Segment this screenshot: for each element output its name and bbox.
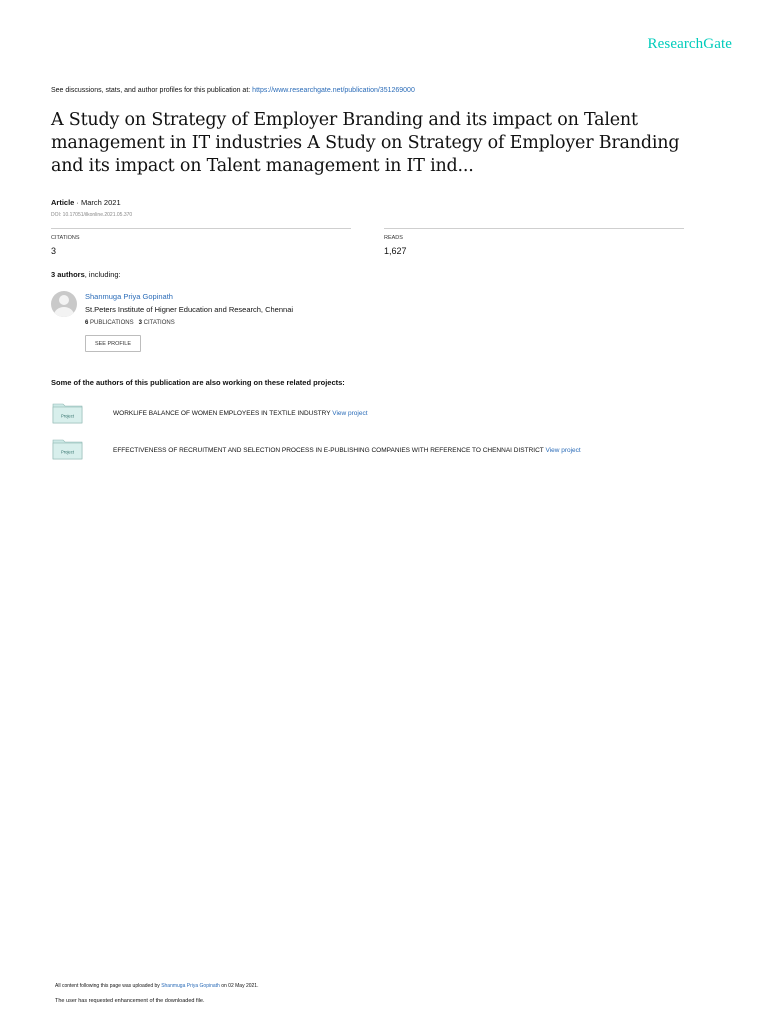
- project-title: WORKLIFE BALANCE OF WOMEN EMPLOYEES IN TEXTILE INDUSTRY: [113, 410, 333, 417]
- author-institution: St.Peters Institute of Higner Education and Research, Chennai: [85, 305, 294, 314]
- author-publications-count: 6: [85, 320, 89, 326]
- enhancement-note: The user has requested enhancement of the downloaded file.: [55, 998, 205, 1004]
- publication-title: A Study on Strategy of Employer Branding and its impact on Talent management in IT industries A Study on Strategy of Employer Branding and its impact on Talent management in IT ind...: [51, 110, 680, 176]
- related-projects-heading: Some of the authors of this publication are also working on these related projects:: [51, 378, 345, 387]
- researchgate-logo[interactable]: ResearchGate: [647, 36, 732, 52]
- upload-suffix: on 02 May 2021.: [219, 983, 259, 989]
- folder-icon: [52, 402, 83, 424]
- article-date: · March 2021: [74, 198, 121, 207]
- author-stats: [85, 320, 175, 326]
- article-type: Article: [51, 198, 75, 207]
- authors-count-suffix: , including:: [84, 270, 121, 279]
- project-item: [113, 410, 368, 417]
- discussion-line: [51, 87, 415, 94]
- citations-value: 3: [51, 246, 57, 256]
- project-title: EFFECTIVENESS OF RECRUITMENT AND SELECTION PROCESS IN E-PUBLISHING COMPANIES WITH REFERENCE TO CHENNAI DISTRICT: [113, 447, 546, 454]
- avatar-head-shape: [59, 295, 69, 305]
- publication-url-link[interactable]: https://www.researchgate.net/publication/351269000: [252, 87, 415, 94]
- folder-label: Project: [60, 413, 75, 419]
- folder-icon: [52, 438, 83, 460]
- user-avatar-icon[interactable]: [51, 291, 77, 317]
- folder-label: Project: [60, 449, 75, 455]
- article-meta: [51, 198, 121, 207]
- citations-label: CITATIONS: [51, 235, 80, 241]
- citations-divider: [51, 228, 351, 229]
- reads-label: READS: [384, 235, 403, 241]
- upload-prefix: All content following this page was uploaded by: [55, 983, 162, 989]
- view-project-link[interactable]: View project: [545, 447, 581, 454]
- author-publications-label: PUBLICATIONS: [88, 320, 134, 326]
- see-profile-button[interactable]: SEE PROFILE: [85, 335, 141, 352]
- uploader-link[interactable]: Shanmuga Priya Gopinath: [161, 983, 220, 989]
- reads-divider: [384, 228, 684, 229]
- project-item: [113, 447, 581, 454]
- author-citations-count: 3: [138, 320, 142, 326]
- authors-count-bold: 3 authors: [51, 270, 85, 279]
- doi: DOI: 10.17051/ilkonline.2021.05.370: [51, 212, 133, 218]
- discussion-prefix: See discussions, stats, and author profiles for this publication at:: [51, 87, 253, 94]
- author-citations-label: CITATIONS: [141, 320, 175, 326]
- author-name-link[interactable]: Shanmuga Priya Gopinath: [85, 292, 173, 301]
- avatar-body-shape: [54, 307, 74, 317]
- view-project-link[interactable]: View project: [332, 410, 368, 417]
- upload-note: [55, 983, 258, 989]
- authors-count: [51, 270, 121, 279]
- reads-value: 1,627: [384, 246, 407, 256]
